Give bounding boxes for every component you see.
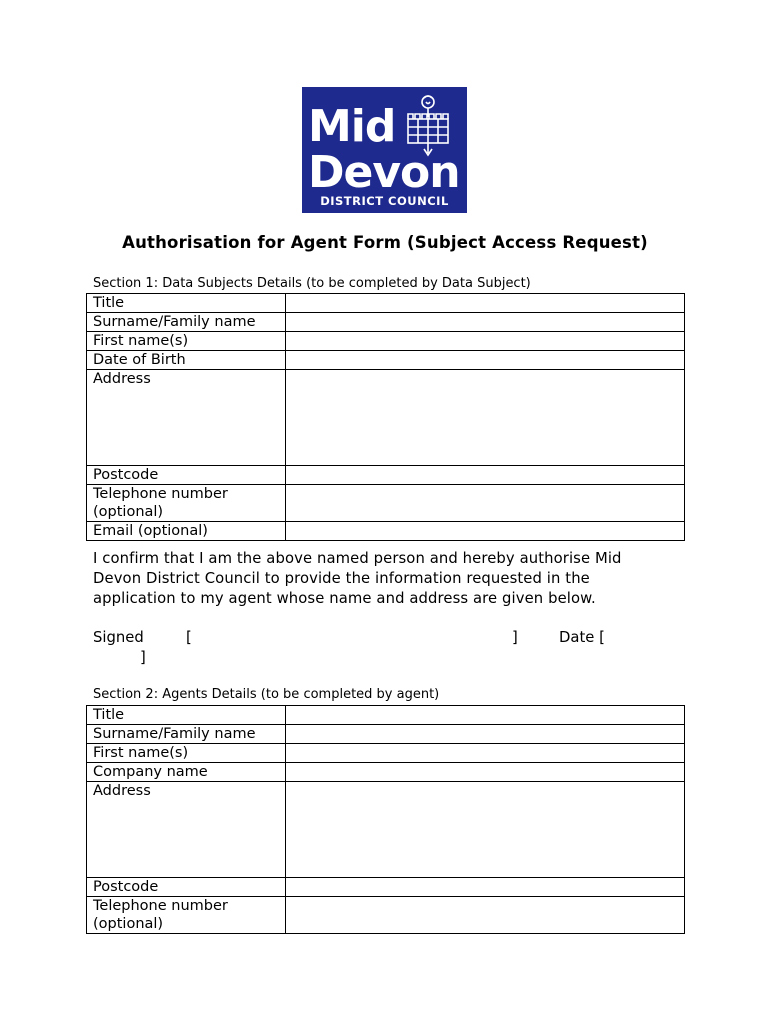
council-logo	[302, 87, 467, 213]
section2-heading: Section 2: Agents Details (to be completed by agent)	[93, 687, 440, 702]
field-label-date-of-birth: Date of Birth	[87, 351, 286, 370]
field-label-email: Email (optional)	[87, 522, 286, 541]
field-label-first-names: First name(s)	[87, 332, 286, 351]
date-label: Date [	[559, 629, 605, 646]
title-field[interactable]	[286, 294, 685, 313]
agent-label-surname: Surname/Family name	[87, 725, 286, 744]
agent-first-names-field[interactable]	[286, 744, 685, 763]
field-label-address: Address	[87, 370, 286, 466]
logo-word-devon: Devon	[308, 147, 460, 198]
section1-heading: Section 1: Data Subjects Details (to be completed by Data Subject)	[93, 276, 531, 291]
agent-label-telephone: Telephone number (optional)	[87, 897, 286, 934]
field-label-surname: Surname/Family name	[87, 313, 286, 332]
email-field[interactable]	[286, 522, 685, 541]
address-field[interactable]	[286, 370, 685, 466]
telephone-field[interactable]	[286, 485, 685, 522]
agent-address-field[interactable]	[286, 782, 685, 878]
castle-crest-icon	[402, 93, 454, 161]
field-label-telephone: Telephone number (optional)	[87, 485, 286, 522]
table-row	[87, 313, 685, 332]
signature-close-bracket: ]	[512, 629, 518, 646]
agent-details-table	[86, 705, 685, 934]
table-row	[87, 706, 685, 725]
logo-district-council: DISTRICT COUNCIL	[320, 194, 449, 208]
date-of-birth-field[interactable]	[286, 351, 685, 370]
table-row	[87, 878, 685, 897]
table-row	[87, 466, 685, 485]
data-subject-details-table	[86, 293, 685, 541]
table-row	[87, 294, 685, 313]
surname-field[interactable]	[286, 313, 685, 332]
agent-telephone-field[interactable]	[286, 897, 685, 934]
signature-field[interactable]	[200, 628, 506, 648]
field-label-title: Title	[87, 294, 286, 313]
date-field[interactable]	[616, 628, 676, 648]
table-row	[87, 744, 685, 763]
signed-label: Signed	[93, 629, 144, 646]
form-title: Authorisation for Agent Form (Subject Access Request)	[122, 233, 648, 252]
agent-label-first-names: First name(s)	[87, 744, 286, 763]
table-row	[87, 485, 685, 522]
table-row	[87, 725, 685, 744]
table-row	[87, 351, 685, 370]
agent-label-address: Address	[87, 782, 286, 878]
table-row	[87, 763, 685, 782]
field-label-postcode: Postcode	[87, 466, 286, 485]
signature-open-bracket: [	[186, 629, 192, 646]
table-row	[87, 332, 685, 351]
first-names-field[interactable]	[286, 332, 685, 351]
date-close-bracket: ]	[140, 649, 146, 666]
agent-label-postcode: Postcode	[87, 878, 286, 897]
agent-surname-field[interactable]	[286, 725, 685, 744]
postcode-field[interactable]	[286, 466, 685, 485]
table-row	[87, 370, 685, 466]
table-row	[87, 782, 685, 878]
agent-postcode-field[interactable]	[286, 878, 685, 897]
confirmation-statement: I confirm that I am the above named person and hereby authorise Mid Devon District Council to provide the information requested in the application to my agent whose name and address are given below.	[93, 550, 622, 607]
agent-title-field[interactable]	[286, 706, 685, 725]
table-row	[87, 522, 685, 541]
logo-word-mid: Mid	[308, 101, 396, 152]
agent-label-company: Company name	[87, 763, 286, 782]
agent-label-title: Title	[87, 706, 286, 725]
table-row	[87, 897, 685, 934]
agent-company-field[interactable]	[286, 763, 685, 782]
